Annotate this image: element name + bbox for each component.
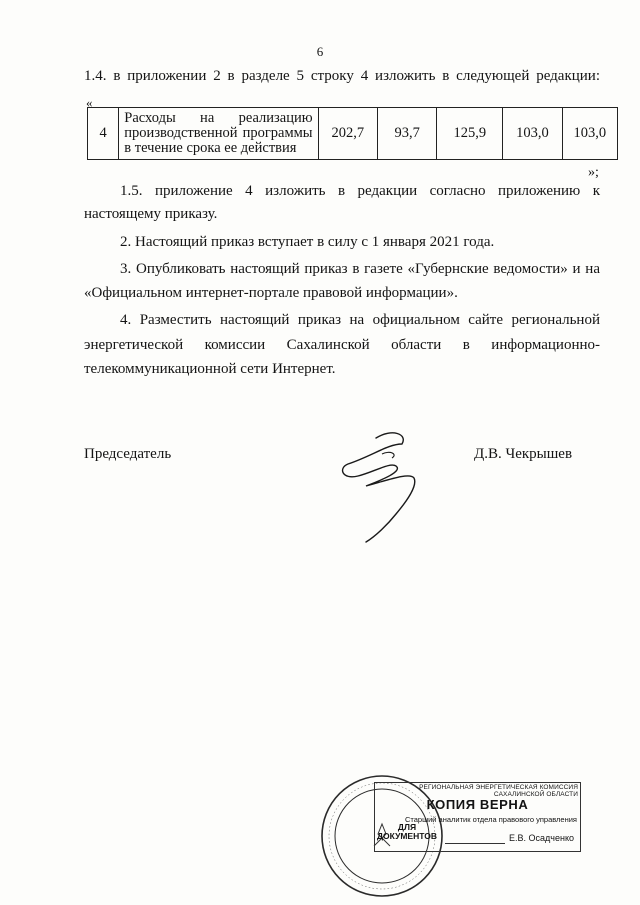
paragraph-2: 2. Настоящий приказ вступает в силу с 1 января 2021 года.: [120, 234, 495, 250]
quote-open: «: [86, 95, 93, 110]
paragraph-3-line-2: «Официальном интернет-портале правовой информации».: [84, 285, 458, 301]
value-cell-2: 93,7: [378, 108, 437, 160]
stamp-title: КОПИЯ ВЕРНА: [426, 797, 529, 812]
row-number-cell: 4: [88, 108, 119, 160]
stamp-for-documents: ДЛЯ ДОКУМЕНТОВ: [377, 822, 437, 841]
stamp-name: Е.В. Осадченко: [509, 833, 574, 843]
paragraph-3-line-1: 3. Опубликовать настоящий приказ в газете «Губернские ведомости» и на: [120, 261, 600, 277]
paragraph-1-5-line-1: 1.5. приложение 4 изложить в редакции согласно приложению к: [120, 183, 600, 199]
paragraph-4-line-1: 4. Разместить настоящий приказ на официальном сайте региональной: [120, 312, 600, 328]
page-number: 6: [316, 44, 324, 59]
value-cell-3: 125,9: [437, 108, 503, 160]
value-cell-5: 103,0: [562, 108, 617, 160]
amendment-table: [87, 107, 618, 160]
stamp-role: Старший аналитик отдела правового управления: [404, 815, 577, 824]
description-line-1: Расходы на реализацию: [124, 110, 313, 126]
paragraph-4-line-3: телекоммуникационной сети Интернет.: [84, 361, 336, 377]
certified-copy-stamp: [374, 782, 581, 852]
row-description-cell: [119, 108, 318, 160]
quote-close: »;: [588, 165, 599, 180]
stamp-organization: РЕГИОНАЛЬНАЯ ЭНЕРГЕТИЧЕСКАЯ КОМИССИЯ САХАЛИНСКОЙ ОБЛАСТИ: [419, 784, 578, 798]
stamp-signature-line: [445, 843, 505, 844]
description-rest: производственной программы в течение срока ее действия: [124, 125, 313, 156]
signatory-title: Председатель: [84, 446, 172, 462]
value-cell-1: 202,7: [318, 108, 377, 160]
handwritten-signature: [336, 426, 428, 546]
paragraph-4-line-2: энергетической комиссии Сахалинской области в информационно-: [84, 337, 600, 353]
value-cell-4: 103,0: [503, 108, 562, 160]
paragraph-1-4: 1.4. в приложении 2 в разделе 5 строку 4 изложить в следующей редакции:: [84, 68, 600, 84]
signatory-name: Д.В. Чекрышев: [474, 446, 573, 462]
paragraph-1-5-line-2: настоящему приказу.: [84, 206, 218, 222]
table-row: [88, 108, 618, 160]
